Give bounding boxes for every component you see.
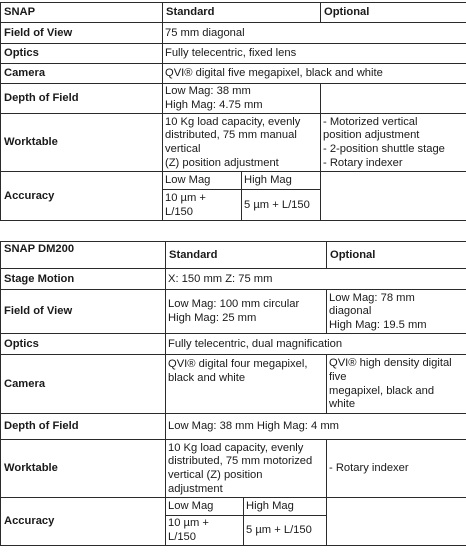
table-row bbox=[1, 498, 466, 516]
stage-standard: X: 150 mm Z: 75 mm bbox=[166, 269, 466, 290]
accuracy-high-mag-value: 5 µm + L/150 bbox=[242, 190, 321, 221]
accuracy-low-mag-value: 10 µm + L/150 bbox=[166, 516, 244, 546]
worktable-optional: - Motorized vertical position adjustment - 2-position shuttle stage - Rotary indexer bbox=[321, 114, 466, 172]
table-row bbox=[1, 172, 466, 190]
table-header-row bbox=[1, 3, 466, 23]
worktable-optional: - Rotary indexer bbox=[327, 440, 466, 498]
camera-standard: QVI® digital five megapixel, black and white bbox=[163, 64, 466, 84]
optional-header: Optional bbox=[327, 242, 466, 269]
accuracy-optional bbox=[327, 498, 466, 546]
product-name-header: SNAP DM200 bbox=[1, 242, 166, 269]
standard-header: Standard bbox=[163, 3, 321, 23]
optional-header: Optional bbox=[321, 3, 466, 23]
camera-optional: QVI® high density digital five megapixel, black and white bbox=[327, 355, 466, 414]
accuracy-low-mag-value: 10 µm + L/150 bbox=[163, 190, 242, 221]
fov-optional: Low Mag: 78 mm diagonal High Mag: 19.5 mm bbox=[327, 290, 466, 334]
snap-spec-table bbox=[0, 2, 466, 221]
row-label: Accuracy bbox=[1, 498, 166, 546]
table-row bbox=[1, 64, 466, 84]
table-row bbox=[1, 44, 466, 64]
row-label: Field of View bbox=[1, 23, 163, 44]
row-label: Camera bbox=[1, 64, 163, 84]
table-row bbox=[1, 84, 466, 114]
dof-optional bbox=[321, 84, 466, 114]
accuracy-high-mag-value: 5 µm + L/150 bbox=[244, 516, 327, 546]
fov-standard: 75 mm diagonal bbox=[163, 23, 466, 44]
product-name-header: SNAP bbox=[1, 3, 163, 23]
worktable-standard: 10 Kg load capacity, evenly distributed, 75 mm manual vertical (Z) position adjustment bbox=[163, 114, 321, 172]
table-row bbox=[1, 334, 466, 355]
table-row bbox=[1, 440, 466, 498]
dof-standard: Low Mag: 38 mm High Mag: 4.75 mm bbox=[163, 84, 321, 114]
row-label: Field of View bbox=[1, 290, 166, 334]
accuracy-high-mag-label: High Mag bbox=[242, 172, 321, 190]
table-row bbox=[1, 290, 466, 334]
optics-standard: Fully telecentric, dual magnification bbox=[166, 334, 466, 355]
table-row bbox=[1, 355, 466, 414]
dof-standard: Low Mag: 38 mm High Mag: 4 mm bbox=[166, 414, 466, 440]
table-row bbox=[1, 269, 466, 290]
fov-standard: Low Mag: 100 mm circular High Mag: 25 mm bbox=[166, 290, 327, 334]
table-row bbox=[1, 414, 466, 440]
table-row bbox=[1, 114, 466, 172]
optics-standard: Fully telecentric, fixed lens bbox=[163, 44, 466, 64]
row-label: Stage Motion bbox=[1, 269, 166, 290]
camera-standard: QVI® digital four megapixel, black and white bbox=[166, 355, 327, 414]
accuracy-optional bbox=[321, 172, 466, 221]
row-label: Accuracy bbox=[1, 172, 163, 221]
worktable-standard: 10 Kg load capacity, evenly distributed, 75 mm motorized vertical (Z) position adjustment bbox=[166, 440, 327, 498]
row-label: Depth of Field bbox=[1, 414, 166, 440]
table-row bbox=[1, 23, 466, 44]
row-label: Optics bbox=[1, 334, 166, 355]
standard-header: Standard bbox=[166, 242, 327, 269]
accuracy-high-mag-label: High Mag bbox=[244, 498, 327, 516]
row-label: Optics bbox=[1, 44, 163, 64]
row-label: Worktable bbox=[1, 440, 166, 498]
row-label: Depth of Field bbox=[1, 84, 163, 114]
row-label: Worktable bbox=[1, 114, 163, 172]
snap-dm200-spec-table bbox=[0, 241, 466, 546]
table-header-row bbox=[1, 242, 466, 269]
row-label: Camera bbox=[1, 355, 166, 414]
accuracy-low-mag-label: Low Mag bbox=[163, 172, 242, 190]
accuracy-low-mag-label: Low Mag bbox=[166, 498, 244, 516]
